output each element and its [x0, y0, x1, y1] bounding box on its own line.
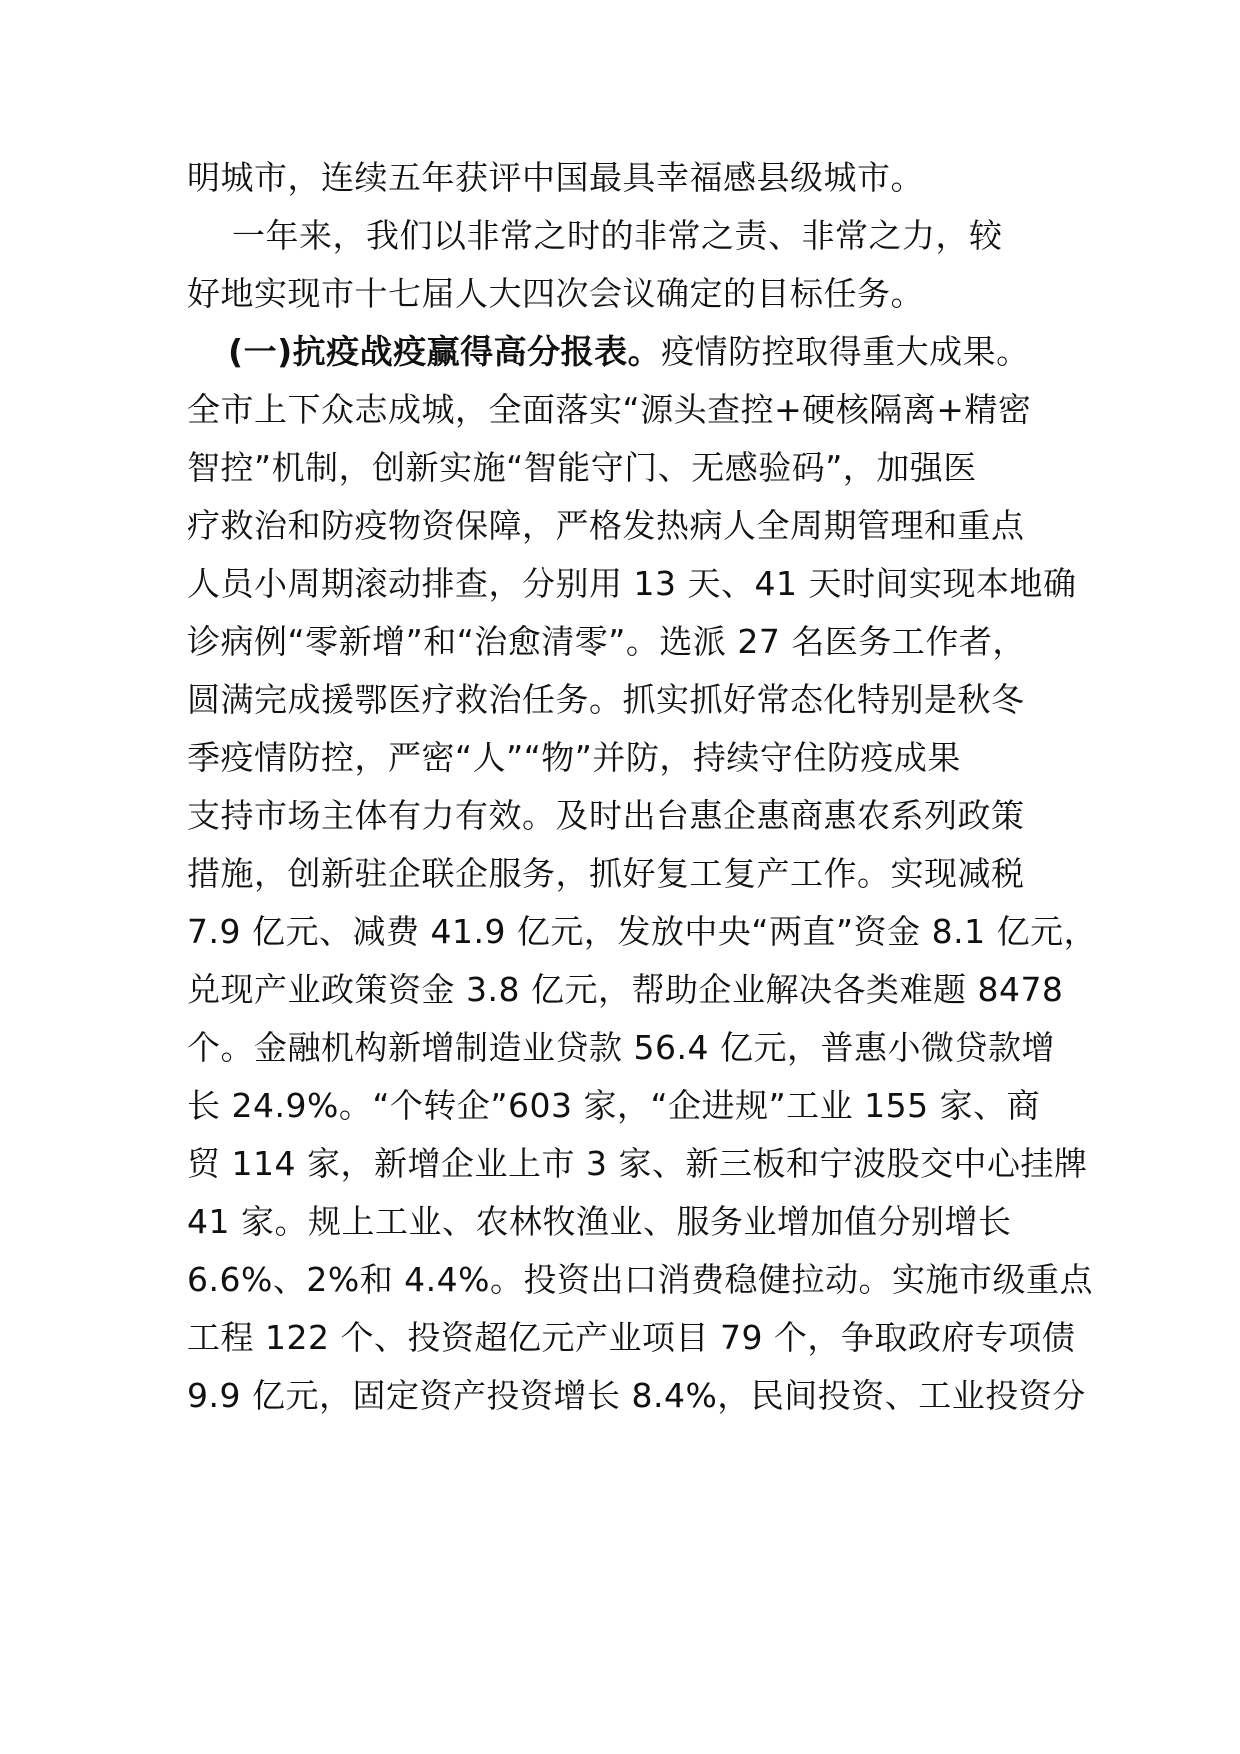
paragraph-line-13: 措施，创新驻企联企服务，抓好复工复产工作。实现减税 [187, 854, 1025, 893]
paragraph-line-11: 季疫情防控，严密“人”“物”并防，持续守住防疫成果 [187, 738, 961, 777]
paragraph-line-10: 圆满完成援鄂医疗救治任务。抓实抓好常态化特别是秋冬 [187, 680, 1025, 719]
paragraph-line-6: 智控”机制，创新实施“智能守门、无感验码”，加强医 [187, 448, 977, 487]
paragraph-line-16: 个。金融机构新增制造业贷款 56.4 亿元，普惠小微贷款增 [187, 1028, 1055, 1067]
paragraph-line-9: 诊病例“零新增”和“治愈清零”。选派 27 名医务工作者， [187, 622, 1026, 661]
paragraph-line-21: 工程 122 个、投资超亿元产业项目 79 个，争取政府专项债 [187, 1318, 1076, 1357]
paragraph-line-22: 9.9 亿元，固定资产投资增长 8.4%，民间投资、工业投资分 [187, 1376, 1086, 1415]
paragraph-line-7: 疗救治和防疫物资保障，严格发热病人全周期管理和重点 [187, 506, 1025, 545]
paragraph-line-14: 7.9 亿元、减费 41.9 亿元，发放中央“两直”资金 8.1 亿元， [187, 912, 1098, 951]
paragraph-line-2: 一年来，我们以非常之时的非常之责、非常之力，较 [232, 216, 1003, 255]
paragraph-line-20: 6.6%、2%和 4.4%。投资出口消费稳健拉动。实施市级重点 [187, 1260, 1094, 1299]
paragraph-line-19: 41 家。规上工业、农林牧渔业、服务业增加值分别增长 [187, 1202, 1012, 1241]
paragraph-line-15: 兑现产业政策资金 3.8 亿元，帮助企业解决各类难题 8478 [187, 970, 1064, 1009]
paragraph-line-5: 全市上下众志成城，全面落实“源头查控+硬核隔离+精密 [187, 390, 1032, 429]
paragraph-line-8: 人员小周期滚动排查，分别用 13 天、41 天时间实现本地确 [187, 564, 1077, 603]
section-subheading: 疫情防控取得重大成果。 [661, 332, 1030, 371]
paragraph-line-12: 支持市场主体有力有效。及时出台惠企惠商惠农系列政策 [187, 796, 1025, 835]
paragraph-line-17: 长 24.9%。“个转企”603 家，“企进规”工业 155 家、商 [187, 1086, 1041, 1125]
paragraph-line-18: 贸 114 家，新增企业上市 3 家、新三板和宁波股交中心挂牌 [187, 1144, 1088, 1183]
paragraph-line-3: 好地实现市十七届人大四次会议确定的目标任务。 [187, 274, 924, 313]
section-heading: (一)抗疫战疫赢得高分报表。 [228, 332, 662, 371]
paragraph-line-1: 明城市，连续五年获评中国最具幸福感县级城市。 [187, 158, 924, 197]
section-heading-line [228, 332, 1030, 372]
